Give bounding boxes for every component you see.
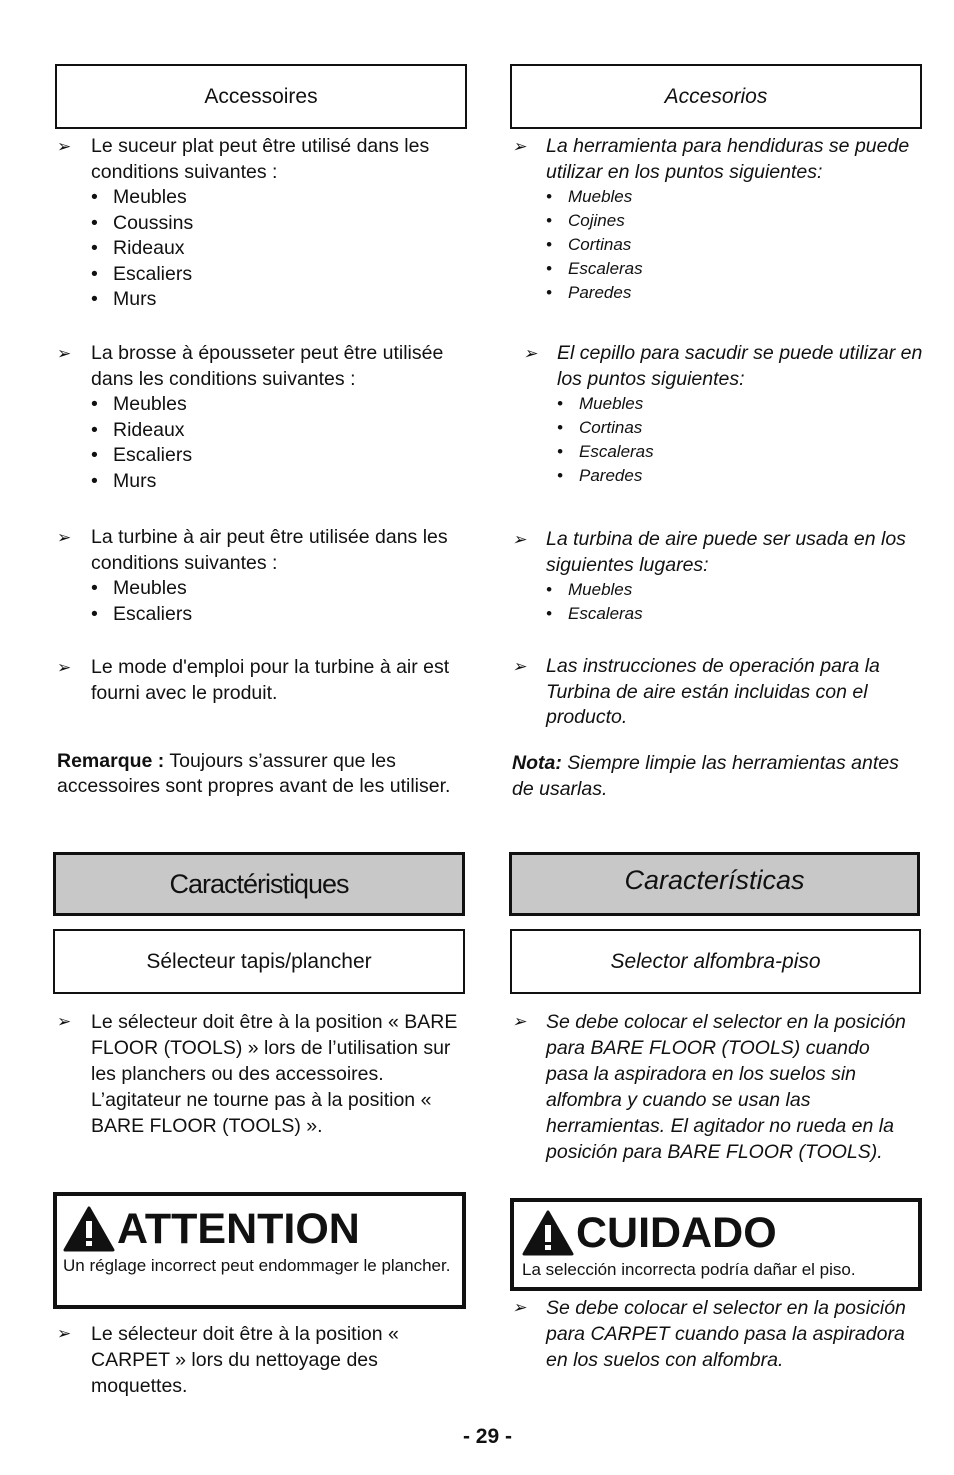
es-features-header bbox=[509, 852, 920, 916]
list-item: • Escaleras bbox=[557, 440, 923, 464]
arrow-bullet-icon: ➢ bbox=[57, 658, 72, 677]
fr-warning-heading bbox=[63, 1204, 456, 1254]
fr-selector-title: Sélecteur tapis/plancher bbox=[146, 949, 372, 973]
fr-warning-title: ATTENTION bbox=[117, 1205, 360, 1253]
list-item: • Meubles bbox=[91, 392, 469, 418]
list-item: • Escaleras bbox=[546, 257, 922, 281]
es-turbine-item bbox=[512, 527, 922, 626]
arrow-bullet-icon: ➢ bbox=[57, 344, 72, 363]
fr-carpet-item bbox=[57, 1321, 469, 1399]
es-accessories-header bbox=[510, 64, 922, 129]
fr-note bbox=[57, 749, 457, 798]
es-turbine-list bbox=[546, 578, 922, 626]
list-item: • Paredes bbox=[557, 464, 923, 488]
es-crevice-item bbox=[512, 134, 922, 305]
es-dusting-list bbox=[557, 392, 923, 488]
es-carpet-item bbox=[512, 1295, 912, 1373]
list-item: • Cortinas bbox=[546, 233, 922, 257]
es-warning-text: La selección incorrecta podría dañar el piso. bbox=[522, 1260, 856, 1279]
es-warning-title: CUIDADO bbox=[576, 1209, 777, 1257]
es-dusting-item bbox=[523, 341, 923, 488]
warning-triangle-icon bbox=[63, 1206, 115, 1252]
arrow-bullet-icon: ➢ bbox=[512, 1012, 527, 1031]
list-item: • Escaleras bbox=[546, 602, 922, 626]
fr-turbine-item bbox=[57, 525, 469, 627]
fr-crevice-list bbox=[91, 185, 469, 313]
fr-selector-header bbox=[53, 929, 465, 994]
list-item: • Muebles bbox=[557, 392, 923, 416]
es-turbine-text: La turbina de aire puede ser usada en los siguientes lugares: bbox=[546, 528, 906, 576]
arrow-bullet-icon: ➢ bbox=[57, 1324, 72, 1343]
page-number: - 29 - bbox=[462, 1425, 512, 1448]
fr-carpet-text: Le sélecteur doit être à la position « CARPET » lors du nettoyage des moquettes. bbox=[91, 1323, 399, 1397]
list-item: • Rideaux bbox=[91, 418, 469, 444]
fr-turbine-manual-item bbox=[57, 655, 469, 706]
fr-dusting-list bbox=[91, 392, 469, 494]
es-warning-heading bbox=[522, 1208, 910, 1258]
list-item: • Escaliers bbox=[91, 443, 469, 469]
warning-triangle-icon bbox=[522, 1210, 574, 1256]
fr-accessories-title: Accessoires bbox=[204, 84, 318, 108]
fr-turbine-text: La turbine à air peut être utilisée dans les conditions suivantes : bbox=[91, 526, 448, 574]
fr-warning-box bbox=[53, 1192, 466, 1309]
arrow-bullet-icon: ➢ bbox=[523, 344, 538, 363]
fr-warning-text: Un réglage incorrect peut endommager le plancher. bbox=[63, 1256, 451, 1275]
es-turbine-manual-text: Las instrucciones de operación para la Turbina de aire están incluidas con el producto. bbox=[546, 655, 880, 728]
es-accessories-title: Accesorios bbox=[664, 84, 768, 108]
fr-accessories-header bbox=[55, 64, 467, 129]
list-item: • Meubles bbox=[91, 185, 469, 211]
es-crevice-text: La herramienta para hendiduras se puede utilizar en los puntos siguientes: bbox=[546, 135, 910, 183]
es-note-text: Siempre limpie las herramientas antes de usarlas. bbox=[512, 752, 899, 800]
fr-dusting-text: La brosse à épousseter peut être utilisée dans les conditions suivantes : bbox=[91, 342, 444, 390]
arrow-bullet-icon: ➢ bbox=[57, 1012, 72, 1031]
es-note bbox=[512, 750, 912, 802]
es-crevice-list bbox=[546, 185, 922, 305]
arrow-bullet-icon: ➢ bbox=[512, 530, 527, 549]
es-selector-item bbox=[512, 1009, 912, 1165]
es-turbine-manual-item bbox=[512, 654, 924, 731]
list-item: • Rideaux bbox=[91, 236, 469, 262]
fr-features-header bbox=[53, 852, 465, 916]
es-carpet-text: Se debe colocar el selector en la posición para CARPET cuando pasa la aspiradora en los suelos con alfombra. bbox=[546, 1297, 906, 1371]
list-item: • Escaliers bbox=[91, 602, 469, 628]
list-item: • Paredes bbox=[546, 281, 922, 305]
fr-features-title: Caractéristiques bbox=[169, 868, 349, 899]
fr-crevice-text: Le suceur plat peut être utilisé dans les conditions suivantes : bbox=[91, 135, 430, 183]
fr-selector-item bbox=[57, 1009, 469, 1139]
es-features-title: Características bbox=[624, 865, 805, 895]
es-selector-title: Selector alfombra-piso bbox=[610, 949, 821, 973]
fr-note-text: Toujours s’assurer que les accessoires sont propres avant de les utiliser. bbox=[57, 750, 451, 797]
es-dusting-text: El cepillo para sacudir se puede utilizar en los puntos siguientes: bbox=[557, 342, 923, 390]
fr-dusting-item bbox=[57, 341, 469, 494]
fr-crevice-item bbox=[57, 134, 469, 313]
arrow-bullet-icon: ➢ bbox=[512, 657, 527, 676]
list-item: • Coussins bbox=[91, 211, 469, 237]
list-item: • Escaliers bbox=[91, 262, 469, 288]
es-note-label: Nota: bbox=[512, 752, 562, 774]
fr-turbine-list bbox=[91, 576, 469, 627]
list-item: • Muebles bbox=[546, 578, 922, 602]
list-item: • Muebles bbox=[546, 185, 922, 209]
arrow-bullet-icon: ➢ bbox=[512, 137, 527, 156]
fr-note-label: Remarque : bbox=[57, 750, 165, 772]
list-item: • Meubles bbox=[91, 576, 469, 602]
fr-turbine-manual-text: Le mode d'emploi pour la turbine à air est fourni avec le produit. bbox=[91, 656, 450, 704]
es-selector-header bbox=[510, 929, 921, 994]
es-warning-box bbox=[510, 1198, 922, 1291]
list-item: • Cojines bbox=[546, 209, 922, 233]
list-item: • Murs bbox=[91, 469, 469, 495]
arrow-bullet-icon: ➢ bbox=[57, 137, 72, 156]
fr-selector-text: Le sélecteur doit être à la position « BARE FLOOR (TOOLS) » lors de l’utilisation sur les planchers ou des accessoires. L’agitateur ne tourne pas à la position « BARE FLOOR (TOOLS) ». bbox=[91, 1011, 458, 1137]
arrow-bullet-icon: ➢ bbox=[512, 1298, 527, 1317]
arrow-bullet-icon: ➢ bbox=[57, 528, 72, 547]
list-item: • Murs bbox=[91, 287, 469, 313]
list-item: • Cortinas bbox=[557, 416, 923, 440]
es-selector-text: Se debe colocar el selector en la posición para BARE FLOOR (TOOLS) cuando pasa la aspiradora en los suelos sin alfombra y cuando se usan las herramientas. El agitador no rueda en la posición para BARE FLOOR (TOOLS). bbox=[546, 1011, 906, 1163]
